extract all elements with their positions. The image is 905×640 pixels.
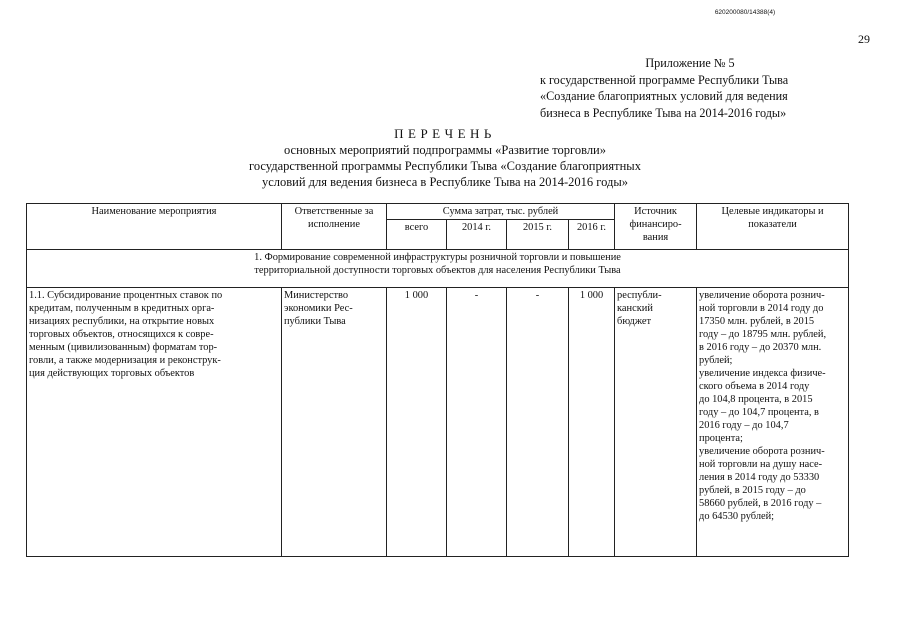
page-number: 29 [858,32,870,46]
title-line-3: условий для ведения бизнеса в Республике Тыва на 2014-2016 годы» [261,175,629,189]
document-code: 620200080/14388(4) [714,9,776,16]
target-indicators: увеличение оборота рознич- ной торговли в 2014 году до 17350 млн. рублей, в 2015 году – до 18795 млн. рублей, в 2016 году – до 20370 млн. рублей; увеличение индекса физиче- ского объема в 2014 году до 104,8 процента, в 2015 году – до 104,7 процента, в 2016 году – до 104,7 процента; увеличение оборота рознич- ной торговли на душу насе- ления в 2014 году до 53330 рублей, в 2015 году – до 58660 рублей, в 2016 году – до 64530 рублей; [697,288,849,557]
header-2014: 2014 г. [447,220,507,250]
header-responsible: Ответственные за исполнение [282,204,387,250]
funding-source: республи- канский бюджет [615,288,697,557]
title-heading: ПЕРЕЧЕНЬ [394,126,496,141]
cost-2014: - [447,288,507,557]
cost-2015: - [507,288,569,557]
table-row [27,288,849,557]
document-title [190,126,700,190]
header-source: Источник финансиро-вания [615,204,697,250]
title-line-2: государственной программы Республики Тыва «Создание благоприятных [249,159,641,173]
appendix-line-3: «Создание благоприятных условий для ведения [540,89,788,103]
header-name: Наименование мероприятия [27,204,282,250]
appendix-line-2: к государственной программе Республики Тыва [540,72,789,87]
header-2015: 2015 г. [507,220,569,250]
header-indicators: Целевые индикаторы и показатели [697,204,849,250]
cost-total: 1 000 [387,288,447,557]
appendix-line-1: Приложение № 5 [645,56,735,70]
activity-name: 1.1. Субсидирование процентных ставок по кредитам, полученным в кредитных орга- низациях республики, на открытие новых торговых объектов, относящихся к совре- менным (цивилизованным) форматам тор- говли, а также модернизация и реконструк- ция действующих торговых объектов [27,288,282,557]
header-total: всего [387,220,447,250]
title-line-1: основных мероприятий подпрограммы «Развитие торговли» [284,143,606,157]
header-cost-group: Сумма затрат, тыс. рублей [387,204,615,220]
activity-responsible: Министерство экономики Рес- публики Тыва [282,288,387,557]
cost-2016: 1 000 [569,288,615,557]
appendix-block [540,55,870,121]
activities-table [26,203,849,557]
appendix-line-4: бизнеса в Республике Тыва на 2014-2016 годы» [540,105,787,120]
header-2016: 2016 г. [569,220,615,250]
section-heading: 1. Формирование современной инфраструктуры розничной торговли и повышение территориальной доступности торговых объектов для населения Республики Тыва [27,250,849,288]
